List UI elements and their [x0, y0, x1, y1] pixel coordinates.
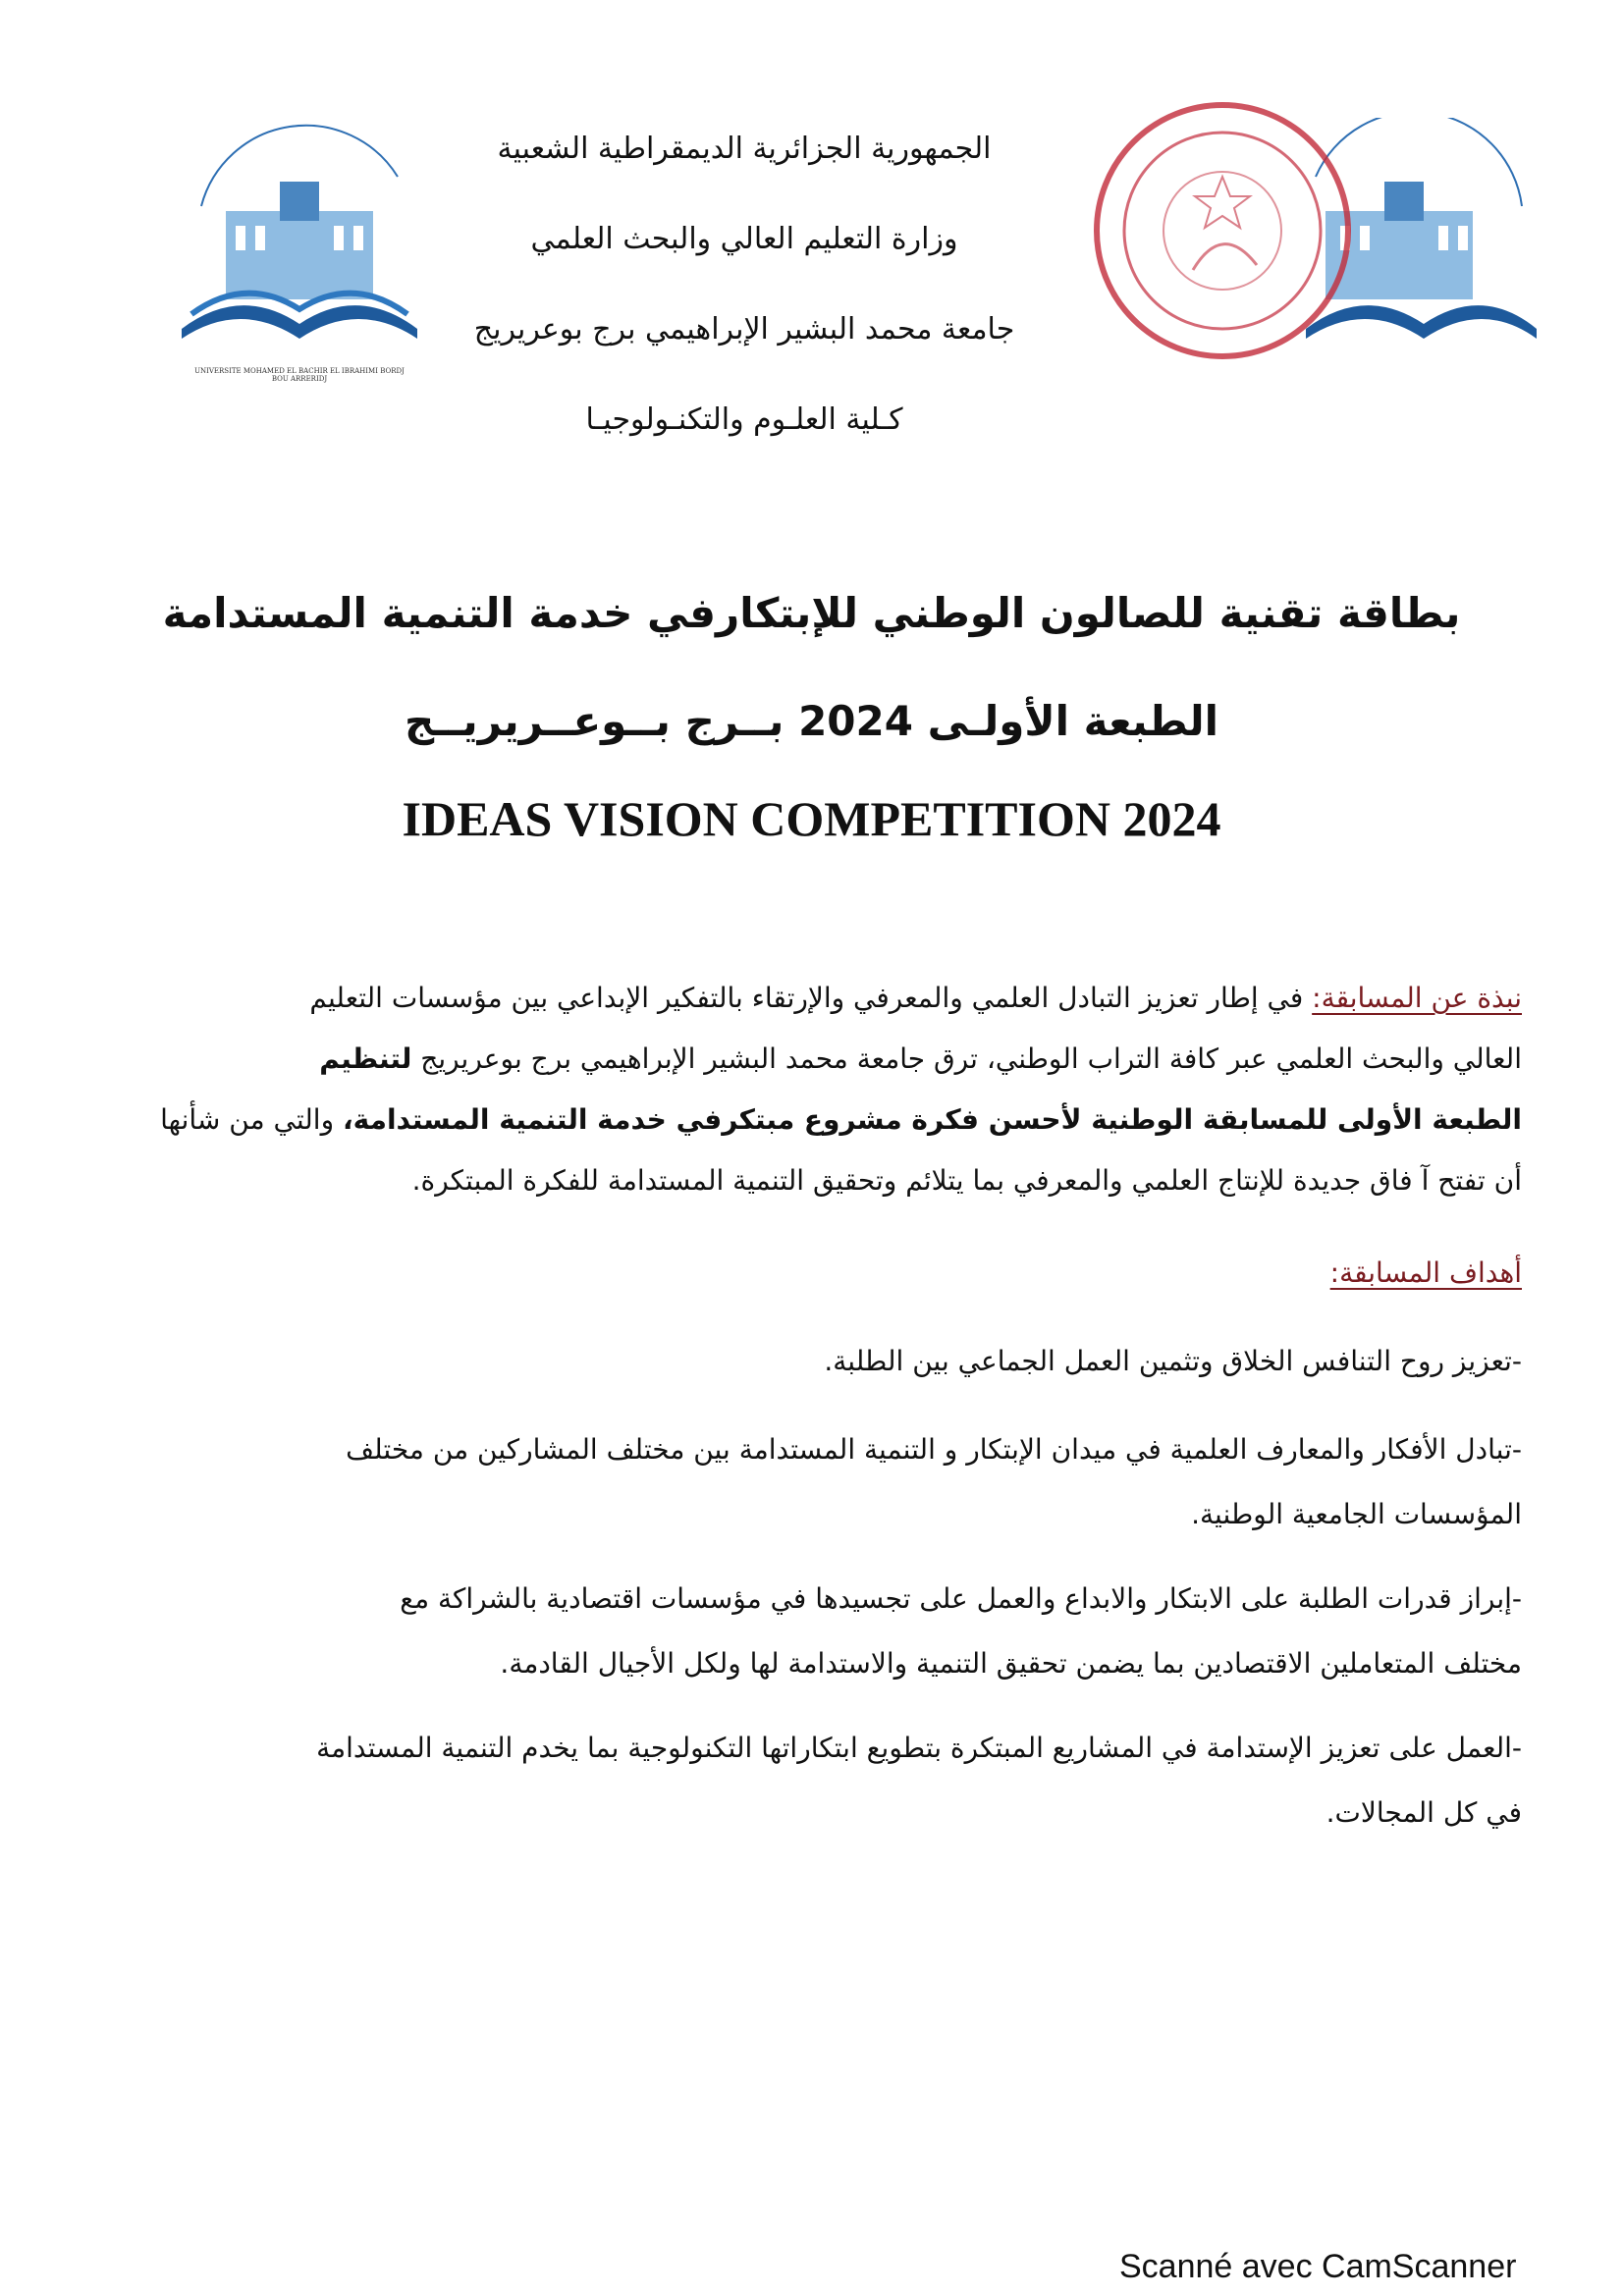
logo-caption: UNIVERSITE MOHAMED EL BACHIR EL IBRAHIMI BORDJ BOU ARRERIDJ [194, 367, 405, 383]
title-ar-line1: بطاقة تقنية للصالون الوطني للإبتكارفي خدمة التنمية المستدامة [162, 589, 1461, 637]
title-ar-line2: الطبعة الأولـى 2024 بــرج بــوعــريريــج [404, 697, 1219, 745]
objective-item-4-line2: في كل المجالات. [1325, 1796, 1522, 1829]
objective-item-2-line2: المؤسسات الجامعية الوطنية. [1191, 1498, 1522, 1530]
intro-line-1 [309, 982, 1522, 1014]
header-line-ministry: وزارة التعليم العالي والبحث العلمي [530, 222, 958, 256]
objective-item-2-line1: -تبادل الأفكار والمعارف العلمية في ميدان الإبتكار و التنمية المستدامة بين مختلف المشاركين من مختلف [346, 1433, 1522, 1466]
intro-text-2: العالي والبحث العلمي عبر كافة التراب الوطني، ترق جامعة محمد البشير الإبراهيمي برج بوعريريج [411, 1042, 1522, 1075]
title-en-wrap [0, 790, 1623, 847]
intro-label: نبذة عن المسابقة: [1312, 982, 1522, 1014]
objectives-section [157, 1256, 1522, 1865]
title-ar-line2-wrap [0, 697, 1623, 745]
header-line-republic: الجمهورية الجزائرية الديمقراطية الشعبية [497, 132, 992, 166]
official-seal-stamp [1085, 83, 1360, 378]
objective-item-4-line1: -العمل على تعزيز الإستدامة في المشاريع المبتكرة بتطويع ابتكاراتها التكنولوجية بما يخدم التنمية المستدامة [316, 1732, 1522, 1764]
official-seal-stamp-icon [1085, 83, 1360, 378]
intro-paragraph [157, 982, 1522, 1227]
objective-item-3-line1: -إبراز قدرات الطلبة على الابتكار والابداع والعمل على تجسيدها في مؤسسات اقتصادية بالشراكة مع [400, 1582, 1522, 1615]
intro-line-2 [319, 1042, 1522, 1075]
intro-text-1: في إطار تعزيز التبادل العلمي والمعرفي والإرتقاء بالتفكير الإبداعي بين مؤسسات التعليم [309, 982, 1313, 1014]
university-logo-left [172, 118, 427, 383]
header-line-faculty: كـلية العلـوم والتكنـولوجيـا [585, 402, 903, 437]
objective-item-3-line2: مختلف المتعاملين الاقتصادين بما يضمن تحقيق التنمية والاستدامة لها ولكل الأجيال القادمة. [500, 1647, 1522, 1680]
objectives-label: أهداف المسابقة: [1329, 1256, 1522, 1289]
title-ar-line1-wrap [0, 589, 1623, 637]
intro-text-2-bold: لتنظيم [319, 1042, 412, 1075]
objective-item-1: -تعزيز روح التنافس الخلاق وتثمين العمل الجماعي بين الطلبة. [824, 1345, 1522, 1377]
intro-text-3-bold: الطبعة الأولى للمسابقة الوطنية لأحسن فكرة مشروع مبتكرفي خدمة التنمية المستدامة، [343, 1103, 1522, 1136]
scanner-watermark: Scanné avec CamScanner [1119, 2248, 1517, 2285]
objectives-label-line [1330, 1256, 1522, 1289]
intro-line-3 [160, 1103, 1522, 1136]
intro-text-3: والتي من شأنها [160, 1103, 343, 1136]
title-en: IDEAS VISION COMPETITION 2024 [402, 791, 1221, 846]
intro-line-4: أن تفتح آ فاق جديدة للإنتاج العلمي والمعرفي بما يتلائم وتحقيق التنمية المستدامة للفكرة المبتكرة. [411, 1164, 1522, 1197]
header-line-university: جامعة محمد البشير الإبراهيمي برج بوعريريج [473, 312, 1015, 347]
university-logo-icon [172, 118, 427, 383]
